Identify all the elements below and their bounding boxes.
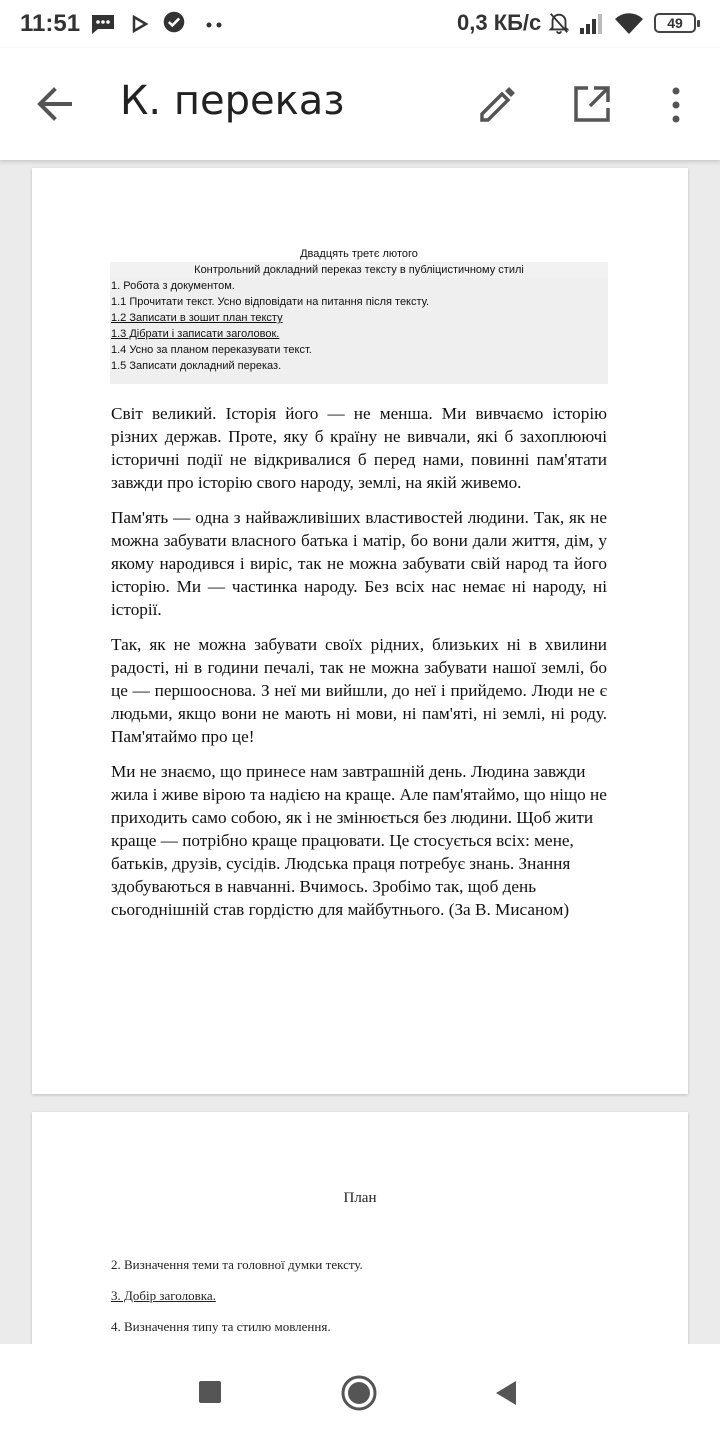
plan-title: План xyxy=(343,1190,377,1206)
recent-apps-icon[interactable] xyxy=(198,1380,222,1404)
task-item: 1.5 Записати докладний переказ. xyxy=(111,360,282,372)
document-page-1 xyxy=(32,168,688,1094)
task-item: 1. Робота з документом. xyxy=(111,280,235,292)
more-dots-icon xyxy=(204,12,226,36)
check-icon xyxy=(160,10,188,34)
paragraph: Пам'ять — одна з найважливіших властивостей людини. Так, як не можна забувати власного батька і матір, бо вони дали життя, дім, у якому народився і виріс, так не можна забувати свій народ та його історію. Ми — частинка народу. Без всіх нас немає ні народу, ні історії. xyxy=(111,508,607,619)
more-vert-icon[interactable] xyxy=(666,86,686,124)
paragraph: Так, як не можна забувати своїх рідних, близьких ні в хвилини радості, ні в години печалі, так не можна забувати нашої землі, бо це — першооснова. З неї ми вийшли, до неї і прийдемо. Люди не є людьми, якщо вони не мають ні мови, ні пам'яті, ні землі, ні роду. Пам'ятаймо про це! xyxy=(111,635,607,746)
paragraph: Світ великий. Історія його — не менша. Ми вивчаємо історію різних держав. Проте, яку б країну не вивчали, які б захоплюючі історичні події не відкривалися б перед нами, повинні пам'ятати завжди про історію свого народу, землі, на якій живемо. xyxy=(111,404,607,492)
plan-item: 2. Визначення теми та головної думки тексту. xyxy=(111,1257,363,1272)
document-date: Двадцять третє лютого xyxy=(300,248,418,260)
back-triangle-icon[interactable] xyxy=(494,1380,518,1406)
document-page-2 xyxy=(32,1112,688,1362)
app-bar xyxy=(0,48,720,160)
open-external-icon[interactable] xyxy=(572,84,612,124)
body-text xyxy=(111,402,607,933)
navigation-bar xyxy=(0,1344,720,1440)
wifi-icon xyxy=(614,12,644,36)
signal-icon xyxy=(578,12,606,36)
network-speed: 0,3 КБ/с xyxy=(457,10,542,35)
task-item: 1.3 Дібрати і записати заголовок. xyxy=(111,328,280,340)
play-icon xyxy=(130,12,150,36)
plan-item: 4. Визначення типу та стилю мовлення. xyxy=(111,1319,331,1334)
document-title: К. переказ xyxy=(120,78,345,124)
status-bar xyxy=(0,0,720,48)
document-heading: Контрольний докладний переказ тексту в публіцистичному стилі xyxy=(110,262,608,278)
plan-item: 3. Добір заголовка. xyxy=(111,1288,216,1303)
edit-pencil-icon[interactable] xyxy=(476,84,516,124)
bell-off-icon xyxy=(547,11,571,35)
back-arrow-icon[interactable] xyxy=(36,86,74,122)
message-icon xyxy=(90,12,116,36)
status-time: 11:51 xyxy=(20,10,81,37)
home-icon[interactable] xyxy=(340,1374,378,1412)
battery-indicator: 49 xyxy=(654,13,696,33)
task-item: 1.1 Прочитати текст. Усно відповідати на питання після тексту. xyxy=(111,296,430,308)
task-item: 1.2 Записати в зошит план тексту xyxy=(111,312,283,324)
paragraph: Ми не знаємо, що принесе нам завтрашній день. Людина завжди жила і живе вірою та надією на краще. Але пам'ятаймо, що ніщо не приходить само собою, як і не змінюється без людини. Щоб жити краще — потрібно краще працювати. Це стосується всіх: мене, батьків, друзів, сусідів. Людська праця потребує знань. Знання здобуваються в навчанні. Вчимось. Зробімо так, щоб день сьогоднішній став гордістю для майбутнього. (За В. Мисаном) xyxy=(111,762,607,919)
task-list xyxy=(110,278,608,384)
header-block xyxy=(110,246,608,384)
task-item: 1.4 Усно за планом переказувати текст. xyxy=(111,344,312,356)
